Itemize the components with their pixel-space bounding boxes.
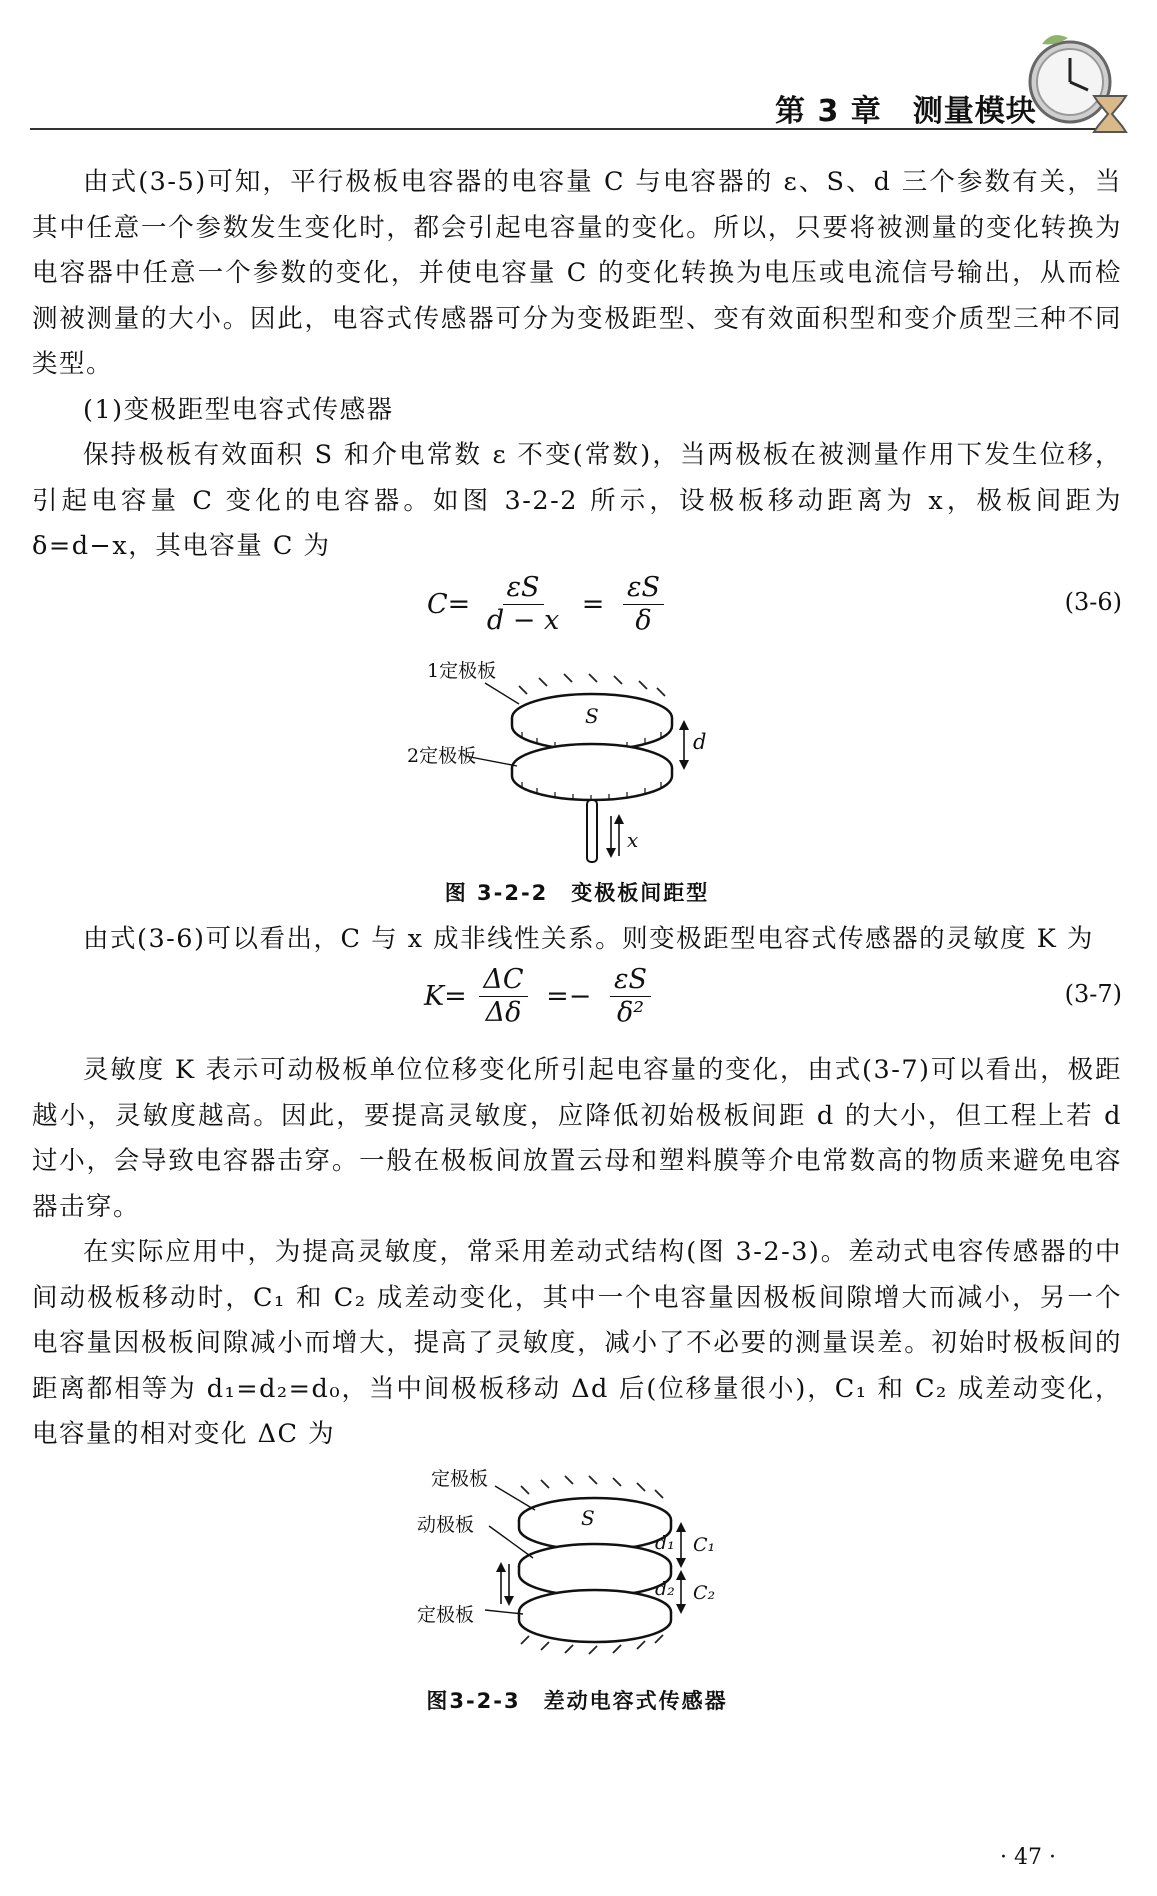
page-header: [0, 0, 1157, 135]
denominator: Δδ: [485, 997, 522, 1028]
label-fixed-plate-1: 1定极板: [427, 659, 497, 682]
page-number: · 47 ·: [1000, 1845, 1056, 1870]
formula-3-7: [32, 962, 1122, 1048]
main-content: [32, 160, 1122, 1725]
label-gap-d: d: [693, 729, 707, 754]
chapter-title: 第 3 章 测量模块: [775, 94, 1037, 129]
label-area-s: S: [585, 703, 599, 728]
paragraph-3: 由式(3-6)可以看出，C 与 x 成非线性关系。则变极距型电容式传感器的灵敏度 K 为: [83, 923, 1094, 954]
paragraph-2: 保持极板有效面积 S 和介电常数 ε 不变(常数)，当两极板在被测量作用下发生位移，引起电容量 C 变化的电容器。如图 3-2-2 所示，设极板移动距离为 x，极板间距为 δ=d−x，其电容量 C 为: [32, 440, 1122, 561]
numerator: εS: [503, 572, 544, 605]
equation-number: (3-6): [1064, 587, 1122, 616]
fraction: [483, 572, 563, 637]
formula-lhs: K=: [424, 981, 467, 1012]
label-moving-plate: 动极板: [417, 1513, 475, 1536]
fraction: [623, 572, 664, 637]
label-gap-d1: d₁: [655, 1531, 675, 1554]
subheading-variable-gap: (1)变极距型电容式传感器: [83, 394, 394, 425]
header-rule: [30, 128, 1110, 130]
fraction: [479, 964, 527, 1029]
label-fixed-plate-2: 2定极板: [407, 744, 477, 767]
figure-3-2-2-caption: 图 3-2-2 变极板间距型: [444, 880, 710, 905]
numerator: εS: [623, 572, 664, 605]
formula-lhs: C=: [427, 588, 471, 620]
figure-3-2-3-drawing: [417, 1464, 737, 1679]
numerator: ΔC: [479, 964, 527, 997]
formula-3-6: [32, 570, 1122, 656]
fraction: [610, 964, 651, 1029]
denominator: δ: [635, 604, 652, 636]
paragraph-1: 由式(3-5)可知，平行极板电容器的电容量 C 与电容器的 ε、S、d 三个参数有关，当其中任意一个参数发生变化时，都会引起电容量的变化。所以，只要将被测量的变化转换为电容器中任意一个参数的变化，并使电容量 C 的变化转换为电压或电流信号输出，从而检测被测量的大小。因此，电容式传感器可分为变极距型、变有效面积型和变介质型三种不同类型。: [32, 167, 1122, 379]
label-fixed-plate-bottom: 定极板: [417, 1603, 475, 1626]
label-capacitor-c1: C₁: [693, 1533, 716, 1556]
denominator: δ²: [616, 997, 645, 1028]
label-area-s: S: [581, 1505, 595, 1530]
label-displacement-x: x: [627, 827, 639, 852]
paragraph-4: 灵敏度 K 表示可动极板单位位移变化所引起电容量的变化，由式(3-7)可以看出，极距越小，灵敏度越高。因此，要提高灵敏度，应降低初始极板间距 d 的大小，但工程上若 d 过小，会导致电容器击穿。一般在极板间放置云母和塑料膜等介电常数高的物质来避免电容器击穿。: [32, 1055, 1122, 1222]
equation-number: (3-7): [1064, 980, 1122, 1008]
clock-hourglass-icon: [1022, 30, 1132, 135]
equals-minus-sign: =−: [546, 981, 592, 1012]
figure-3-2-2: [407, 656, 747, 871]
paragraph-5: 在实际应用中，为提高灵敏度，常采用差动式结构(图 3-2-3)。差动式电容传感器的中间动极板移动时，C₁ 和 C₂ 成差动变化，其中一个电容量因极板间隙增大而减小，另一个电容量因极板间隙减小而增大，提高了灵敏度，减小了不必要的测量误差。初始时极板间的距离都相等为 d₁=d₂=d₀，当中间极板移动 Δd 后(位移量很小)，C₁ 和 C₂ 成差动变化，电容量的相对变化 ΔC 为: [32, 1237, 1122, 1449]
figure-3-2-3-caption: 图3-2-3 差动电容式传感器: [426, 1688, 728, 1713]
figure-3-2-3: [417, 1464, 737, 1679]
label-fixed-plate-top: 定极板: [431, 1467, 489, 1490]
label-gap-d2: d₂: [655, 1577, 675, 1600]
label-capacitor-c2: C₂: [693, 1581, 716, 1604]
equals-sign: =: [581, 588, 605, 620]
denominator: d − x: [486, 604, 560, 636]
numerator: εS: [610, 964, 651, 997]
